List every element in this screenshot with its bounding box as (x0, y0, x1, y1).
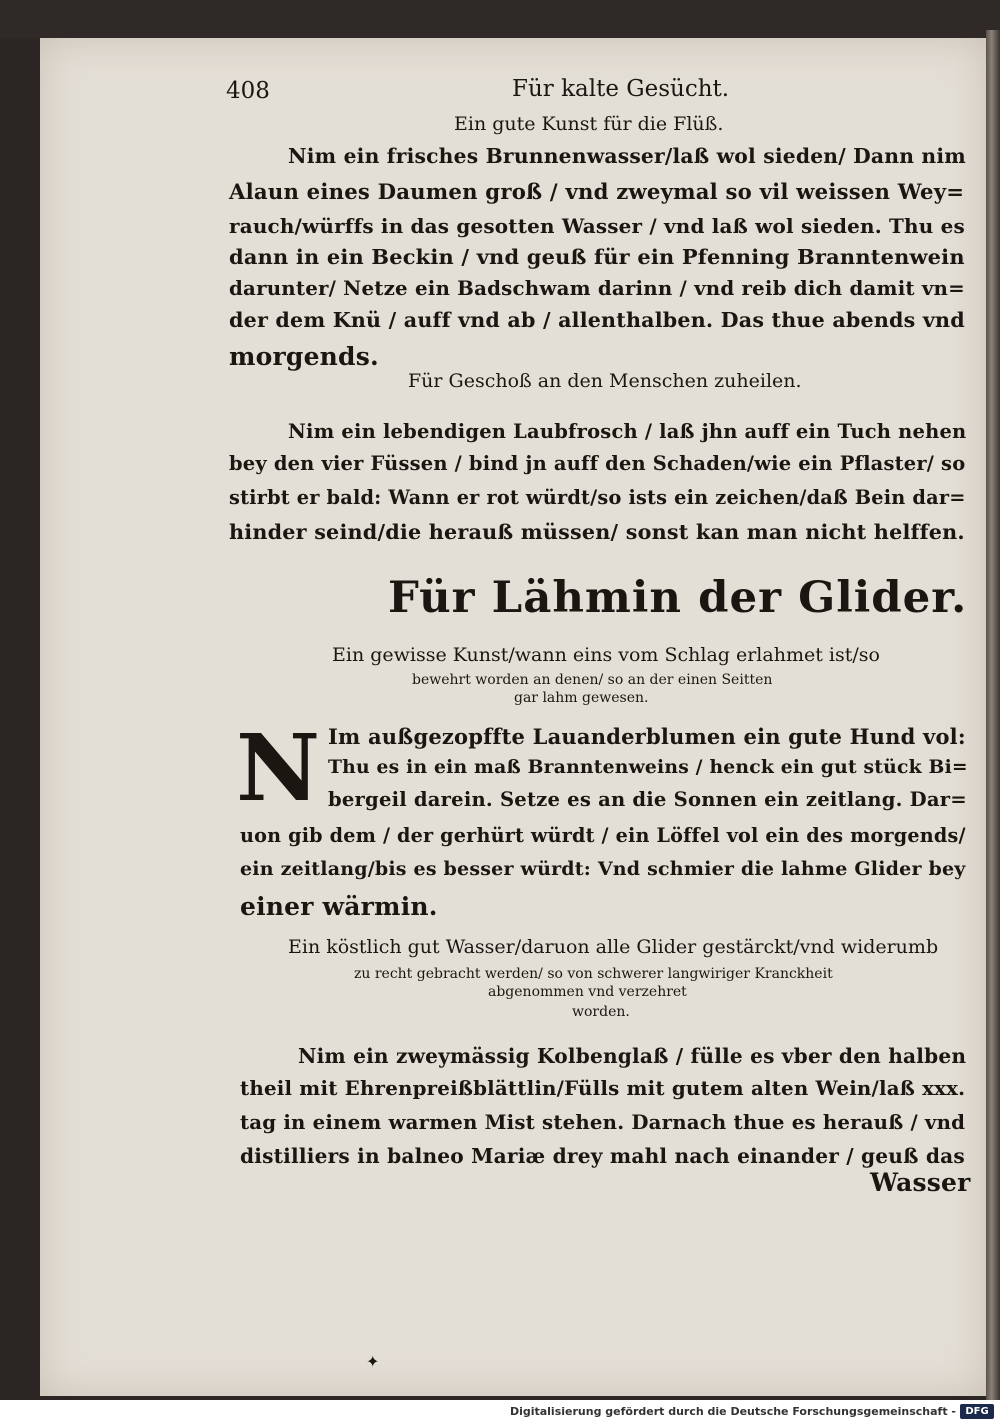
text-line: Thu es in ein maß Branntenweins / henck ein gut stück Bi= (328, 756, 968, 778)
decorated-initial: N (236, 714, 321, 822)
text-line: Nim ein lebendigen Laubfrosch / laß jhn auff ein Tuch nehen (288, 420, 967, 443)
text-line: theil mit Ehrenpreißblättlin/Fülls mit gutem alten Wein/laß xxx. (240, 1076, 966, 1100)
book-edge (986, 30, 1000, 1400)
text-line: einer wärmin. (240, 892, 438, 921)
text-line: Nim ein frisches Brunnenwasser/laß wol sieden/ Dann nim (288, 144, 966, 168)
section-heading-continued: bewehrt worden an denen/ so an der einen Seitten (412, 672, 773, 688)
running-title: Für kalte Gesücht. (512, 76, 730, 102)
dfg-logo-icon: DFG (960, 1404, 994, 1419)
text-line: bey den vier Füssen / bind jn auff den Schaden/wie ein Pflaster/ so (229, 452, 966, 475)
section-heading: Ein gute Kunst für die Flüß. (454, 113, 724, 135)
text-line: distilliers in balneo Mariæ drey mahl nach einander / geuß das (240, 1144, 965, 1168)
text-line: darunter/ Netze ein Badschwam darinn / vnd reib dich damit vn= (229, 276, 965, 300)
section-heading-continued: zu recht gebracht werden/ so von schwerer langwiriger Kranckheit (354, 966, 833, 982)
text-line: Alaun eines Daumen groß / vnd zweymal so vil weissen Wey= (229, 180, 965, 205)
text-line: Nim ein zweymässig Kolbenglaß / fülle es vber den halben (298, 1044, 967, 1068)
ornament-icon: ✦ (366, 1352, 380, 1371)
page-number: 408 (226, 78, 270, 104)
text-line: tag in einem warmen Mist stehen. Darnach thue es herauß / vnd (240, 1110, 966, 1134)
footer-bar (0, 1400, 1000, 1424)
text-line: dann in ein Beckin / vnd geuß für ein Pfenning Branntenwein (229, 244, 965, 269)
text-line: morgends. (229, 342, 379, 371)
book-page (40, 38, 986, 1396)
text-line: stirbt er bald: Wann er rot würdt/so ists ein zeichen/daß Bein dar= (229, 486, 966, 509)
text-line: hinder seind/die herauß müssen/ sonst kan man nicht helffen. (229, 520, 965, 544)
text-line: bergeil darein. Setze es an die Sonnen ein zeitlang. Dar= (328, 788, 967, 811)
funding-notice: Digitalisierung gefördert durch die Deutsche Forschungsgemeinschaft - (509, 1405, 956, 1418)
section-heading: Für Geschoß an den Menschen zuheilen. (408, 370, 802, 392)
text-line: ein zeitlang/bis es besser würdt: Vnd schmier die lahme Glider bey (240, 858, 966, 880)
text-line: Im außgezopffte Lauanderblumen ein gute Hund vol: (328, 724, 966, 749)
section-heading: Ein gewisse Kunst/wann eins vom Schlag erlahmet ist/so (332, 644, 880, 666)
section-heading-continued: worden. (572, 1004, 630, 1020)
text-line: der dem Knü / auff vnd ab / allenthalben. Das thue abends vnd (229, 308, 965, 332)
text-line: uon gib dem / der gerhürt würdt / ein Löffel vol ein des morgends/ (240, 824, 966, 847)
section-heading-continued: abgenommen vnd verzehret (488, 984, 687, 1000)
chapter-title: Für Lähmin der Glider. (388, 572, 968, 623)
section-heading-continued: gar lahm gewesen. (514, 690, 649, 706)
catchword: Wasser (870, 1168, 971, 1197)
section-heading: Ein köstlich gut Wasser/daruon alle Glider gestärckt/vnd widerumb (288, 936, 939, 958)
text-line: rauch/würffs in das gesotten Wasser / vnd laß wol sieden. Thu es (229, 214, 965, 238)
scan-top-edge (0, 0, 1000, 38)
